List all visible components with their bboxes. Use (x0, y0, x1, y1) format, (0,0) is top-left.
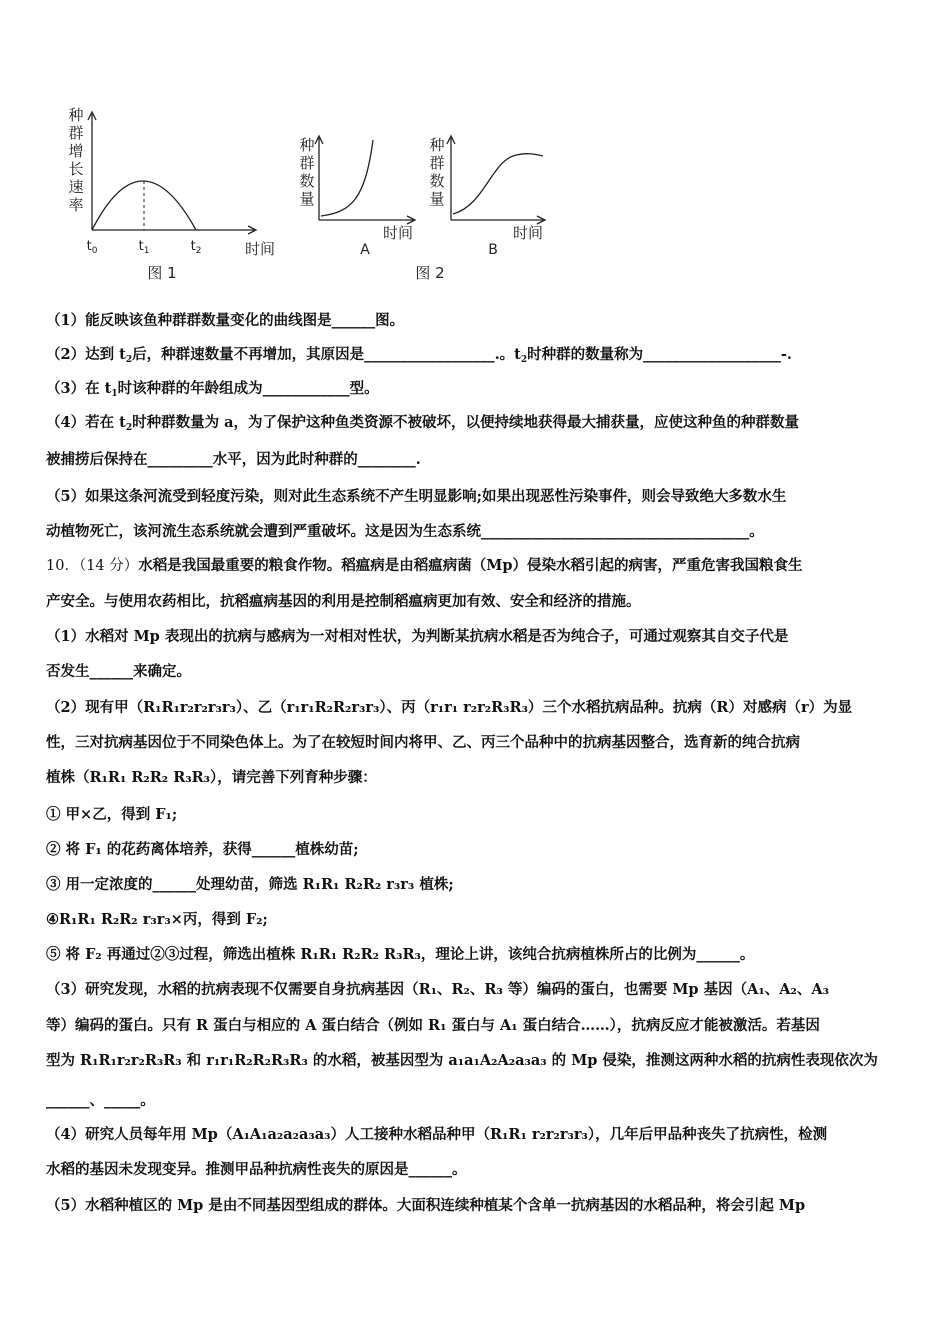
svg-text:t0: $t_0$ (86, 239, 98, 256)
svg-text:率: 率 (68, 196, 84, 214)
svg-text:量: 量 (429, 190, 445, 208)
question-10-intro-line-2: 产安全。与使用农药相比，抗稻瘟病基因的利用是控制稻瘟病更加有效、安全和经济的措施。 (46, 593, 641, 610)
figure-2b-ylabel (429, 136, 444, 208)
figure-1-growth-rate-curve (60, 100, 300, 290)
svg-text:种: 种 (68, 106, 84, 124)
svg-text:速: 速 (68, 178, 84, 196)
question-10-part-4-line-2: 水稻的基因未发现变异。推测甲品种抗病性丧失的原因是______。 (46, 1161, 467, 1178)
question-10-part-2-line-3: 植株（R₁R₁ R₂R₂ R₃R₃），请完善下列育种步骤： (46, 769, 377, 786)
question-10-part-2-line-2: 性，三对抗病基因位于不同染色体上。为了在较短时间内将甲、乙、丙三个品种中的抗病基因整合，选育新的纯合抗病 (46, 734, 800, 751)
svg-text:量: 量 (299, 190, 315, 208)
question-9-part-5-line-2: 动植物死亡，该河流生态系统就会遭到严重破坏。这是因为生态系统_____________________________________。 (46, 523, 764, 540)
question-9-part-4-line-1: （4）若在 $t_2$时种群数量为 a，为了保护这种鱼类资源不被破坏，以便持续地获得最大捕获量，应使这种鱼的种群数量 (46, 414, 800, 433)
question-9-part-4-line-2: 被捕捞后保持在_________水平，因为此时种群的________. (46, 451, 421, 468)
figure-2a-j-curve (321, 140, 373, 216)
svg-text:种: 种 (299, 136, 315, 154)
figure-2a-ylabel (299, 136, 314, 208)
figure-2a-label: A (360, 242, 370, 258)
svg-text:数: 数 (299, 172, 315, 190)
question-10-part-3-line-1: （3）研究发现，水稻的抗病表现不仅需要自身抗病基因（R₁、R₂、R₃ 等）编码的蛋白，也需要 Mp 基因（A₁、A₂、A₃ (46, 981, 829, 998)
question-9-part-1: （1）能反映该鱼种群群数量变化的曲线图是______图。 (46, 312, 405, 329)
figure-2-caption: 图 2 (415, 264, 445, 282)
svg-text:长: 长 (68, 160, 84, 178)
breeding-step-1: ① 甲×乙，得到 F₁; (46, 806, 178, 823)
question-9-part-5-line-1: （5）如果这条河流受到轻度污染，则对此生态系统不产生明显影响;如果出现恶性污染事件，则会导致绝大多数水生 (46, 488, 787, 505)
question-9-part-2: （2）达到 $t_2$后，种群速数量不再增加，其原因是__________________.。$t_2$时种群的数量称为___________________-. (46, 346, 792, 365)
question-10-part-1-line-2: 否发生______来确定。 (46, 663, 191, 680)
question-10-part-2-line-1: （2）现有甲（R₁R₁r₂r₂r₃r₃）、乙（r₁r₁R₂R₂r₃r₃）、丙（r₁r₁ r₂r₂R₃R₃）三个水稻抗病品种。抗病（R）对感病（r）为显 (46, 699, 853, 716)
figure-1-ticks (87, 239, 202, 256)
svg-text:数: 数 (429, 172, 445, 190)
question-9-part-3: （3）在 $t_1$时该种群的年龄组成为____________型。 (46, 380, 379, 399)
question-10-intro-line-1: 10．（14 分）水稻是我国最重要的粮食作物。稻瘟病是由稻瘟病菌（Mp）侵染水稻引起的病害，严重危害我国粮食生 (46, 557, 803, 574)
figure-2b-xlabel: 时间 (513, 224, 544, 242)
breeding-step-4: ④R₁R₁ R₂R₂ r₃r₃×丙，得到 F₂; (46, 911, 268, 928)
question-10-part-4-line-1: （4）研究人员每年用 Mp（A₁A₁a₂a₂a₃a₃）人工接种水稻品种甲（R₁R₁ r₂r₂r₃r₃），几年后甲品种丧失了抗病性，检测 (46, 1126, 828, 1143)
question-10-number: 10．（14 分） (46, 558, 139, 574)
question-10-part-3-line-4: ______、_____。 (46, 1092, 155, 1109)
figure-1-ylabel (68, 106, 83, 214)
figure-2b-s-curve (453, 154, 543, 214)
svg-text:群: 群 (68, 124, 84, 142)
question-10-part-3-line-3: 型为 R₁R₁r₂r₂R₃R₃ 和 r₁r₁R₂R₂R₃R₃ 的水稻，被基因型为 a₁a₁A₂A₂a₃a₃ 的 Mp 侵染，推测这两种水稻的抗病性表现依次为 (46, 1052, 878, 1069)
question-10-part-3-line-2: 等）编码的蛋白。只有 R 蛋白与相应的 A 蛋白结合（例如 R₁ 蛋白与 A₁ 蛋白结合……），抗病反应才能被激活。若基因 (46, 1017, 820, 1034)
svg-text:种: 种 (429, 136, 445, 154)
breeding-step-5: ⑤ 将 F₂ 再通过②③过程，筛选出植株 R₁R₁ R₂R₂ R₃R₃，理论上讲，该纯合抗病植株所占的比例为______。 (46, 946, 755, 963)
svg-text:t2: $t_2$ (190, 239, 202, 256)
question-10-part-5-line-1: （5）水稻种植区的 Mp 是由不同基因型组成的群体。大面积连续种植某个含单一抗病基因的水稻品种，将会引起 Mp (46, 1197, 806, 1214)
figure-1-axes (88, 112, 256, 234)
figure-2-population-curves (295, 130, 555, 290)
breeding-step-2: ② 将 F₁ 的花药离体培养，获得______植株幼苗; (46, 841, 359, 858)
figure-1-xlabel: 时间 (245, 240, 276, 258)
svg-text:t1: $t_1$ (138, 239, 150, 256)
figure-1-caption: 图 1 (147, 264, 177, 282)
figure-2a-xlabel: 时间 (383, 224, 414, 242)
svg-text:群: 群 (429, 154, 445, 172)
question-10-part-1-line-1: （1）水稻对 Mp 表现出的抗病与感病为一对相对性状，为判断某抗病水稻是否为纯合子，可通过观察其自交子代是 (46, 628, 789, 645)
svg-text:增: 增 (68, 142, 84, 160)
svg-text:群: 群 (299, 154, 315, 172)
breeding-step-3: ③ 用一定浓度的______处理幼苗，筛选 R₁R₁ R₂R₂ r₃r₃ 植株; (46, 876, 454, 893)
figure-2b-label: B (488, 242, 498, 258)
